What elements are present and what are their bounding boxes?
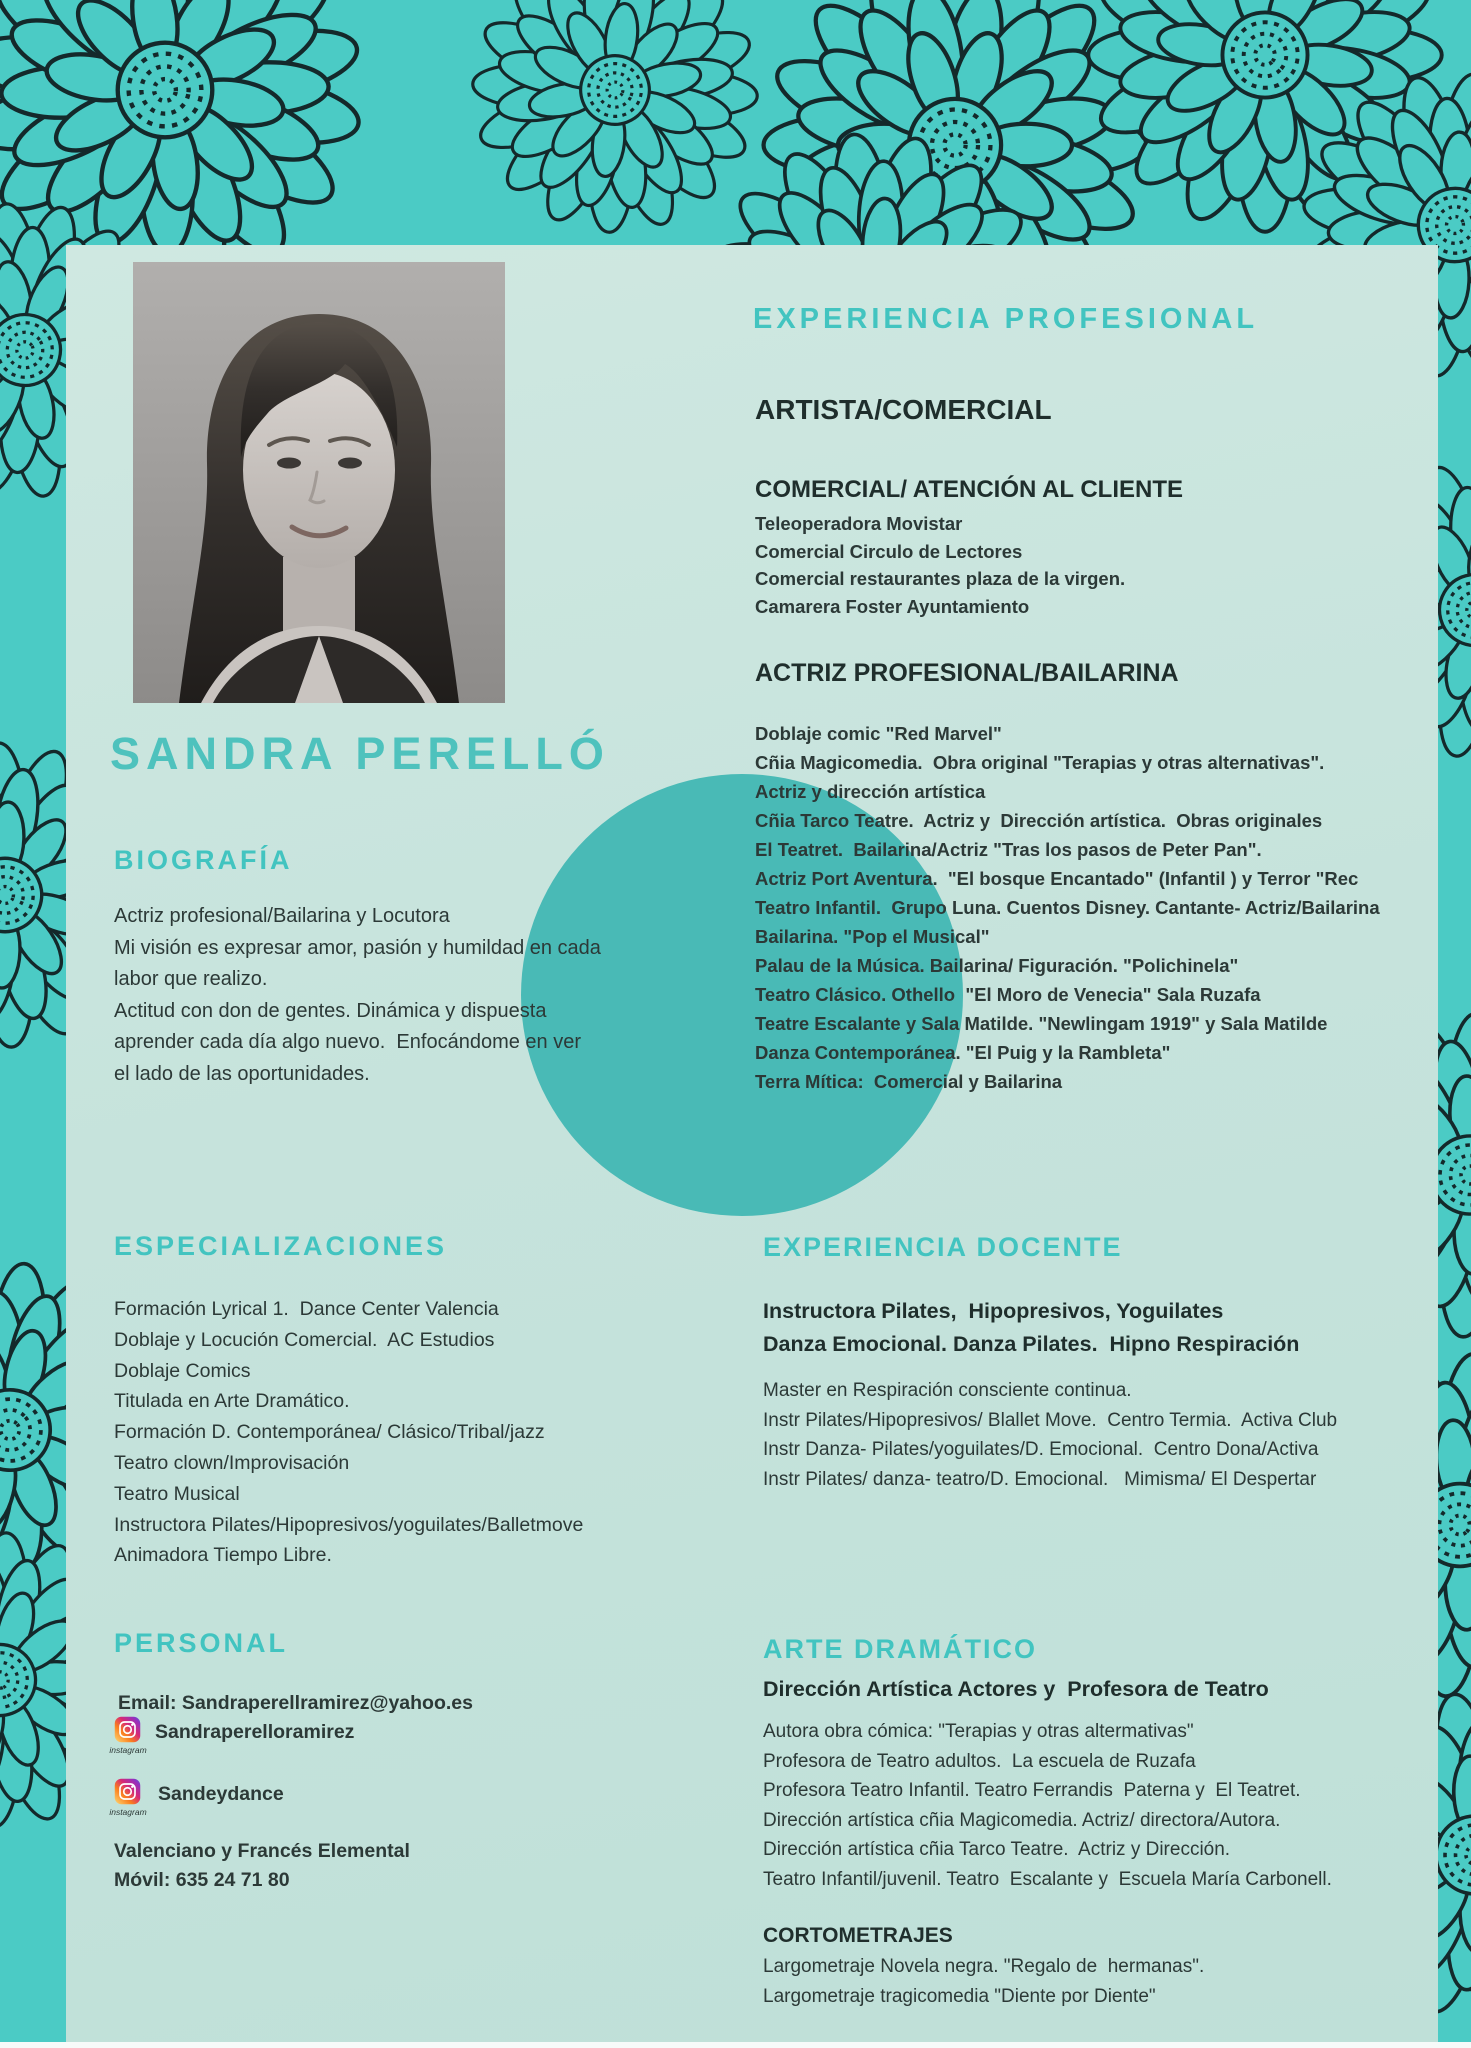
text-line: Doblaje comic "Red Marvel" — [755, 723, 1002, 744]
languages-value: Valenciano y Francés Elemental — [114, 1840, 410, 1862]
text-line: Master en Respiración consciente continua. — [763, 1380, 1132, 1401]
instagram-caption: instagram — [109, 1745, 147, 1755]
text-line: Camarera Foster Ayuntamiento — [755, 595, 1030, 617]
text-line: Actitud con don de gentes. Dinámica y dispuesta — [114, 999, 547, 1022]
instagram-handle-1: Sandraperelloramirez — [155, 1721, 355, 1743]
text-line: Instr Danza- Pilates/yoguilates/D. Emocional. Centro Dona/Activa — [763, 1439, 1319, 1460]
instagram-icon — [114, 1778, 141, 1805]
text-line: aprender cada día algo nuevo. Enfocándome en ver — [114, 1031, 581, 1053]
text-line: Teleoperadora Movistar — [755, 513, 963, 534]
arte-dramatico-heading: ARTE DRAMÁTICO — [763, 1634, 1037, 1664]
instagram-caption: instagram — [109, 1807, 147, 1817]
text-line: Comercial restaurantes plaza de la virgen. — [755, 568, 1126, 589]
text-line: Teatro clown/Improvisación — [114, 1451, 350, 1474]
biografia-heading: BIOGRAFÍA — [114, 845, 293, 875]
text-line: Instructora Pilates/Hipopresivos/yoguilates/Balletmove — [114, 1513, 584, 1536]
text-line: el lado de las oportunidades. — [114, 1062, 370, 1085]
personal-heading: PERSONAL — [114, 1628, 289, 1658]
phone-value: Móvil: 635 24 71 80 — [114, 1869, 290, 1891]
experiencia-profesional-heading: EXPERIENCIA PROFESIONAL — [753, 303, 1259, 335]
text-line: Danza Emocional. Danza Pilates. Hipno Respiración — [763, 1332, 1300, 1356]
artista-comercial-subheading: ARTISTA/COMERCIAL — [755, 394, 1052, 425]
text-line: Bailarina. "Pop el Musical" — [755, 926, 990, 947]
text-line: labor que realizo. — [114, 968, 268, 990]
text-line: Teatro Infantil. Grupo Luna. Cuentos Disney. Cantante- Actriz/Bailarina — [755, 897, 1380, 918]
text-line: Comercial Circulo de Lectores — [755, 540, 1023, 562]
cortometrajes-heading: CORTOMETRAJES — [763, 1924, 953, 1947]
left-eye — [277, 458, 301, 469]
comercial-list — [755, 510, 1125, 620]
text-line: Instructora Pilates, Hipopresivos, Yoguilates — [763, 1299, 1224, 1323]
text-line: El Teatret. Bailarina/Actriz "Tras los pasos de Peter Pan". — [755, 839, 1262, 860]
actriz-heading: ACTRIZ PROFESIONAL/BAILARINA — [755, 659, 1179, 687]
text-line: Terra Mítica: Comercial y Bailarina — [755, 1071, 1063, 1092]
text-line: Cñia Magicomedia. Obra original "Terapias y otras alternativas". — [755, 752, 1325, 773]
especializaciones-list — [114, 1294, 583, 1571]
instagram-handle-2: Sandeydance — [158, 1783, 284, 1805]
text-line: Actriz y dirección artística — [755, 781, 986, 802]
text-line: Profesora de Teatro adultos. La escuela de Ruzafa — [763, 1750, 1196, 1772]
docente-list — [763, 1376, 1337, 1494]
arte-subtitle: Dirección Artística Actores y Profesora de Teatro — [763, 1677, 1269, 1701]
text-line: Actriz Port Aventura. "El bosque Encantado" (Infantil ) y Terror "Rec — [755, 868, 1359, 889]
profile-photo — [133, 262, 505, 703]
text-line: Formación Lyrical 1. Dance Center Valencia — [114, 1298, 499, 1320]
right-eye — [338, 458, 362, 469]
text-line: Mi visión es expresar amor, pasión y humildad en cada — [114, 936, 601, 959]
text-line: Teatro Infantil/juvenil. Teatro Escalante y Escuela María Carbonell. — [763, 1868, 1332, 1890]
text-line: Instr Pilates/Hipopresivos/ Blallet Move. Centro Termia. Activa Club — [763, 1409, 1338, 1431]
text-line: Largometraje Novela negra. "Regalo de hermanas". — [763, 1956, 1205, 1977]
instagram-icon — [114, 1716, 141, 1743]
text-line: Danza Contemporánea. "El Puig y la Rambleta" — [755, 1042, 1171, 1063]
bottom-strip — [0, 2042, 1471, 2048]
text-line: Doblaje y Locución Comercial. AC Estudios — [114, 1328, 495, 1351]
text-line: Titulada en Arte Dramático. — [114, 1390, 350, 1413]
text-line: Animadora Tiempo Libre. — [114, 1544, 332, 1567]
experiencia-docente-heading: EXPERIENCIA DOCENTE — [763, 1232, 1123, 1262]
docente-subtitle — [763, 1295, 1299, 1361]
text-line: Teatre Escalante y Sala Matilde. "Newlingam 1919" y Sala Matilde — [755, 1013, 1328, 1034]
biografia-text — [114, 901, 601, 1090]
text-line: Dirección artística cñia Tarco Teatre. Actriz y Dirección. — [763, 1839, 1231, 1860]
text-line: Instr Pilates/ danza- teatro/D. Emocional. Mimisma/ El Despertar — [763, 1468, 1317, 1490]
text-line: Formación D. Contemporánea/ Clásico/Tribal/jazz — [114, 1421, 545, 1444]
comercial-heading: COMERCIAL/ ATENCIÓN AL CLIENTE — [755, 476, 1183, 503]
text-line: Profesora Teatro Infantil. Teatro Ferrandis Paterna y El Teatret. — [763, 1780, 1301, 1801]
text-line: Teatro Clásico. Othello "El Moro de Venecia" Sala Ruzafa — [755, 984, 1261, 1005]
text-line: Autora obra cómica: "Terapias y otras altermativas" — [763, 1721, 1194, 1742]
text-line: Cñia Tarco Teatre. Actriz y Dirección artística. Obras originales — [755, 810, 1323, 831]
text-line: Actriz profesional/Bailarina y Locutora — [114, 905, 450, 927]
email-value: Email: Sandraperellramirez@yahoo.es — [118, 1692, 473, 1714]
page-title-name: SANDRA PERELLÓ — [110, 728, 610, 779]
especializaciones-heading: ESPECIALIZACIONES — [114, 1231, 448, 1261]
text-line: Largometraje tragicomedia "Diente por Diente" — [763, 1985, 1156, 2007]
text-line: Dirección artística cñia Magicomedia. Actriz/ directora/Autora. — [763, 1809, 1281, 1831]
arte-list — [763, 1717, 1332, 1894]
text-line: Teatro Musical — [114, 1482, 240, 1505]
text-line: Doblaje Comics — [114, 1359, 251, 1382]
text-line: Palau de la Música. Bailarina/ Figuración. "Polichinela" — [755, 955, 1239, 976]
actriz-list — [755, 719, 1380, 1096]
cortometrajes-list — [763, 1952, 1204, 2011]
